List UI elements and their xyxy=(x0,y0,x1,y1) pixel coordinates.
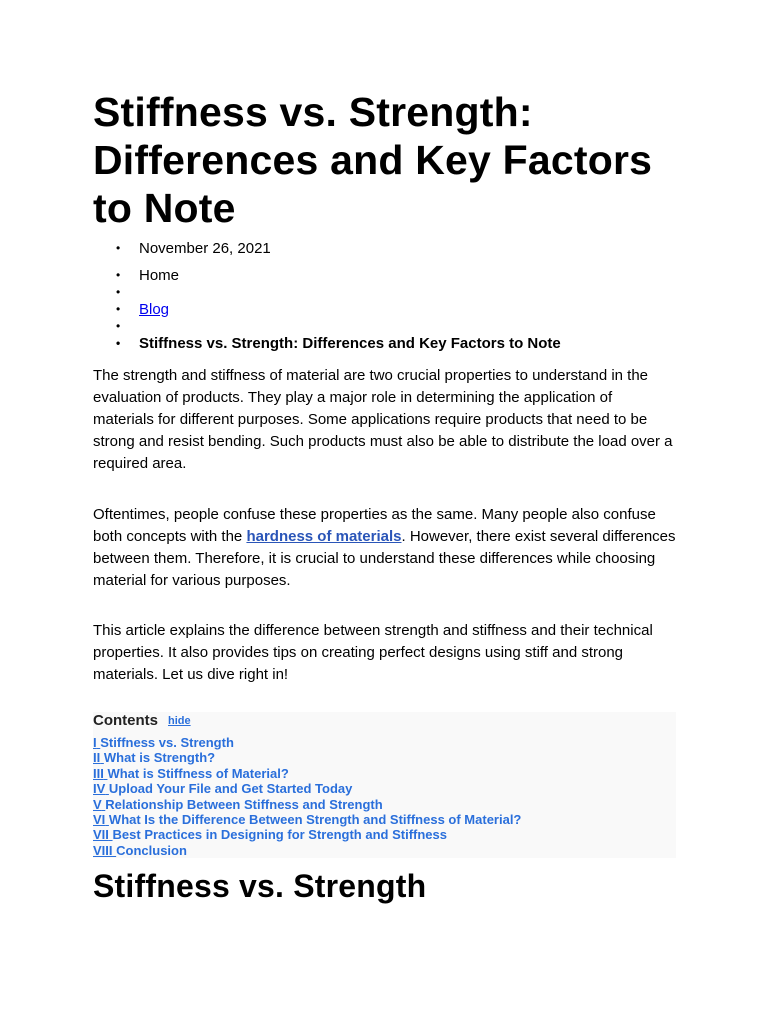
toc-item-difference[interactable] xyxy=(93,812,521,827)
breadcrumb-blog-link[interactable]: Blog xyxy=(139,301,170,318)
toc-item-number: IV xyxy=(93,781,106,797)
toc-item-label: Stiffness vs. Strength xyxy=(100,735,234,750)
toc-item-stiffness-vs-strength[interactable] xyxy=(93,735,521,750)
toc-hide-toggle[interactable]: hide xyxy=(168,715,191,727)
toc-item-conclusion[interactable] xyxy=(93,843,521,858)
toc-item-upload-your-file[interactable] xyxy=(93,781,521,796)
paragraph-text: Oftentimes, people confuse these properties as the same. Many people also confuse both concepts with the xyxy=(93,506,656,545)
toc-item-relationship[interactable] xyxy=(93,797,521,812)
hardness-of-materials-link[interactable]: hardness of materials xyxy=(246,528,402,545)
intro-paragraph: The strength and stiffness of material are two crucial properties to understand in the evaluation of products. They play a major role in determining the application of materials for different purposes. Some applications require products that need to be strong and resist bending. Such products must also be able to distribute the load over a required area. xyxy=(93,367,673,472)
section-heading: Stiffness vs. Strength xyxy=(93,868,427,904)
page-title: Stiffness vs. Strength: Differences and Key Factors to Note xyxy=(93,89,653,231)
toc-item-label: Conclusion xyxy=(116,842,187,858)
breadcrumb-blog[interactable] xyxy=(139,301,169,318)
table-of-contents xyxy=(93,712,676,858)
toc-item-label: Best Practices in Designing for Strength and Stiffness xyxy=(112,827,447,843)
toc-item-label: What Is the Difference Between Strength and Stiffness of Material? xyxy=(108,812,522,828)
confusion-paragraph xyxy=(93,504,676,592)
breadcrumb-home[interactable]: • Home xyxy=(139,267,179,284)
toc-list xyxy=(93,735,521,858)
toc-item-number: VIII xyxy=(93,842,113,858)
breadcrumb-current: • Stiffness vs. Strength: Differences and Key Factors to Note xyxy=(139,335,561,352)
toc-item-number: II xyxy=(93,750,101,766)
toc-item-best-practices[interactable] xyxy=(93,827,521,842)
toc-item-what-is-strength[interactable] xyxy=(93,750,521,765)
overview-paragraph: This article explains the difference between strength and stiffness and their technical properties. It also provides tips on creating perfect designs using stiff and strong materials. Let us dive right in! xyxy=(93,622,653,683)
toc-item-number: VII xyxy=(93,827,109,843)
toc-item-number: VI xyxy=(93,812,106,828)
toc-item-label: What is Stiffness of Material? xyxy=(107,765,289,781)
toc-item-label: What is Strength? xyxy=(103,750,216,766)
toc-item-number: III xyxy=(93,765,104,781)
toc-item-label: Upload Your File and Get Started Today xyxy=(108,781,353,797)
paragraph-text: . However, there exist several differences between them. Therefore, it is crucial to understand these differences while choosing material for various purposes. xyxy=(93,528,676,589)
toc-item-what-is-stiffness[interactable] xyxy=(93,766,521,781)
toc-item-number: V xyxy=(93,796,102,812)
toc-item-label: Relationship Between Stiffness and Strength xyxy=(105,796,383,812)
toc-heading: Contents xyxy=(93,712,158,729)
post-date: • November 26, 2021 xyxy=(139,240,271,257)
toc-item-number: I xyxy=(93,735,97,750)
